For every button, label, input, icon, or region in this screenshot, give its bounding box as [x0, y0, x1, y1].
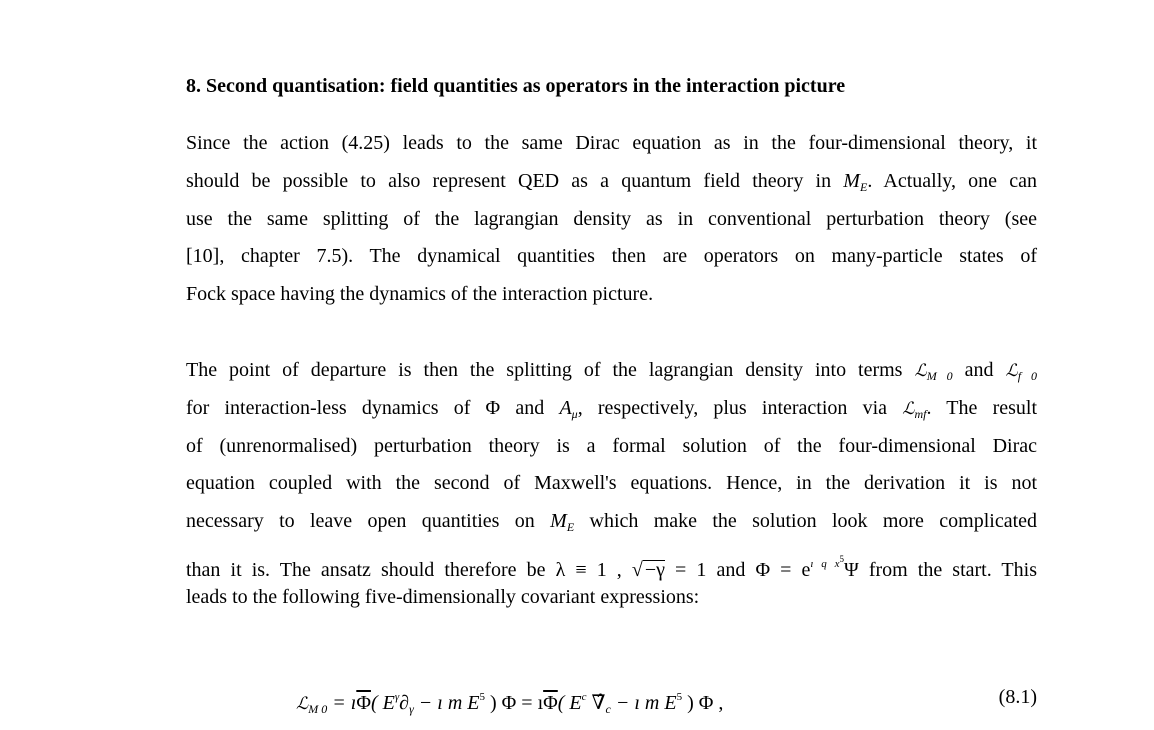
phi-symbol: Φ	[485, 396, 501, 419]
text-line: should be possible to also represent QED as a quantum field theory in $M_E$. Actually, one can	[186, 169, 1037, 194]
sqrt-symbol: √	[631, 558, 643, 581]
math-A: A	[559, 396, 572, 419]
text-line: Since the action (4.25) leads to the same Dirac equation as in the four-dimensional theory, it	[186, 132, 1037, 154]
text-line: of (unrenormalised) perturbation theory is a formal solution of the four-dimensional Dirac	[186, 434, 1037, 457]
section-heading: 8. Second quantisation: field quantities as operators in the interaction picture	[186, 75, 846, 97]
math-M: M	[843, 169, 860, 192]
phi-equation: Φ = e	[755, 558, 811, 581]
paragraph-2	[186, 352, 1037, 617]
phi-bar: $\overline{\Phi}$	[356, 692, 371, 714]
paragraph-1	[186, 125, 1037, 314]
lagrangian-symbol: ℒ	[902, 398, 915, 419]
text-line: The point of departure is then the splitting of the lagrangian density into terms ℒ$_{M 0}$ and ℒ$_{f 0}$	[186, 359, 1038, 383]
sqrt-argument: −γ	[644, 558, 665, 581]
text-line: equation coupled with the second of Maxwell's equations. Hence, in the derivation it is not	[186, 472, 1037, 495]
lagrangian-symbol: ℒ	[914, 361, 927, 381]
psi-symbol: Ψ	[843, 558, 859, 581]
equation-8-1	[296, 682, 1037, 716]
text-line: Fock space having the dynamics of the interaction picture.	[186, 283, 654, 306]
math-M: M	[550, 510, 567, 533]
nabla-hat-symbol: ∇̂	[591, 692, 606, 714]
text-line: use the same splitting of the lagrangian density as in conventional perturbation theory (see	[186, 207, 1037, 230]
text-line: leads to the following five-dimensionally covariant expressions:	[186, 585, 700, 608]
equation-body: ℒ$_{M 0}$ = $ı\overline{\Phi}$( $E^\gamma\partial_\gamma$ − ı m $E^5$ ) $\Phi = ı\overline{\Phi}$( $E^c$ $\nablâ_c$ − ı m $E^5$ ) Φ ,	[296, 691, 724, 716]
text-line: than it is. The ansatz should therefore be λ ≡ 1 , √ −γ = 1 and $\Phi = e^{ı q x5}\Psi$ from the start. This	[186, 553, 1037, 581]
lagrangian-symbol: ℒ	[1005, 361, 1018, 381]
math-sub-E: E	[859, 179, 868, 194]
lambda-equation: λ ≡ 1 ,	[555, 558, 622, 581]
equation-number: (8.1)	[998, 686, 1037, 708]
text-line: necessary to leave open quantities on $M_E$ which make the solution look more complicated	[186, 510, 1038, 535]
phi-bar: $\overline{\Phi}$	[543, 692, 558, 714]
text-line: for interaction-less dynamics of Φ and $A_\mu$, respectively, plus interaction via ℒ$_{mf}$. The result	[186, 396, 1038, 421]
text-line: [10], chapter 7.5). The dynamical quantities then are operators on many-particle states of	[186, 245, 1037, 268]
